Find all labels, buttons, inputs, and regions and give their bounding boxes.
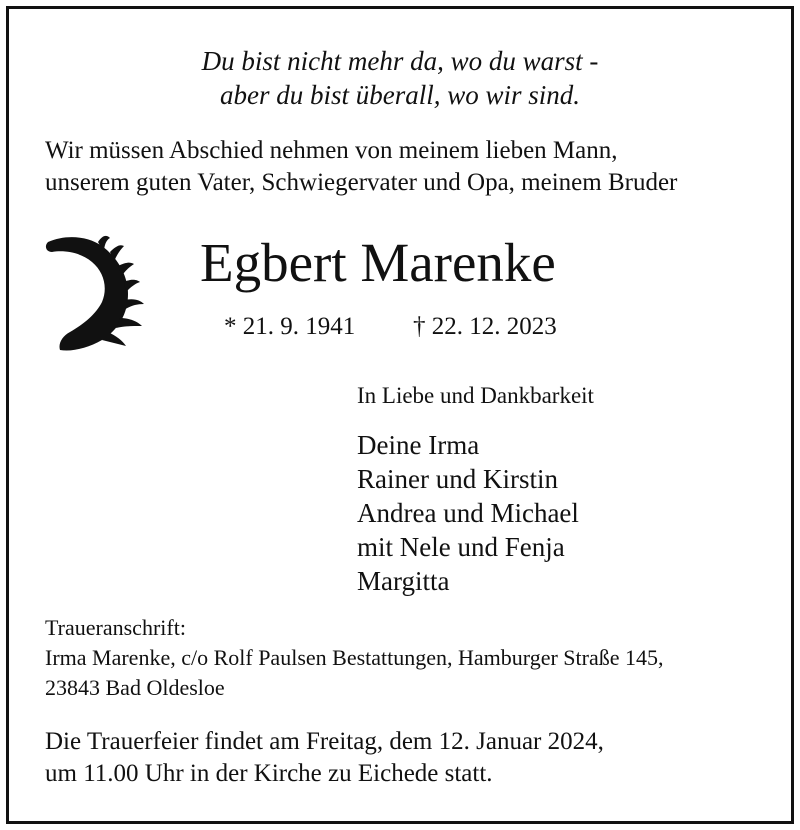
address-heading: Traueranschrift:	[45, 615, 186, 640]
service-line: Die Trauerfeier findet am Freitag, dem 12. Januar 2024,	[45, 728, 604, 755]
family-member: mit Nele und Fenja	[357, 532, 565, 562]
gratitude-line: In Liebe und Dankbarkeit	[357, 383, 594, 408]
intro-text	[45, 135, 677, 199]
death-date: † 22. 12. 2023	[413, 313, 557, 340]
address-line: Irma Marenke, c/o Rolf Paulsen Bestattungen, Hamburger Straße 145,	[45, 645, 664, 670]
birth-date: * 21. 9. 1941	[224, 313, 356, 340]
intro-line: unserem guten Vater, Schwiegervater und Opa, meinem Bruder	[45, 169, 678, 196]
family-member: Andrea und Michael	[357, 498, 579, 528]
family-list	[357, 428, 579, 598]
service-info	[45, 726, 604, 790]
motto-line: aber du bist überall, wo wir sind.	[219, 80, 581, 110]
motto	[0, 44, 800, 112]
mourning-address	[45, 613, 664, 703]
family-member: Deine Irma	[357, 430, 480, 460]
intro-line: Wir müssen Abschied nehmen von meinem lieben Mann,	[45, 137, 618, 164]
motto-line: Du bist nicht mehr da, wo du warst -	[201, 46, 599, 76]
address-line: 23843 Bad Oldesloe	[45, 675, 225, 700]
antler-icon	[44, 232, 156, 360]
family-member: Margitta	[357, 566, 450, 596]
service-line: um 11.00 Uhr in der Kirche zu Eichede statt.	[45, 760, 493, 787]
deceased-name: Egbert Marenke	[200, 232, 556, 293]
family-member: Rainer und Kirstin	[357, 464, 558, 494]
